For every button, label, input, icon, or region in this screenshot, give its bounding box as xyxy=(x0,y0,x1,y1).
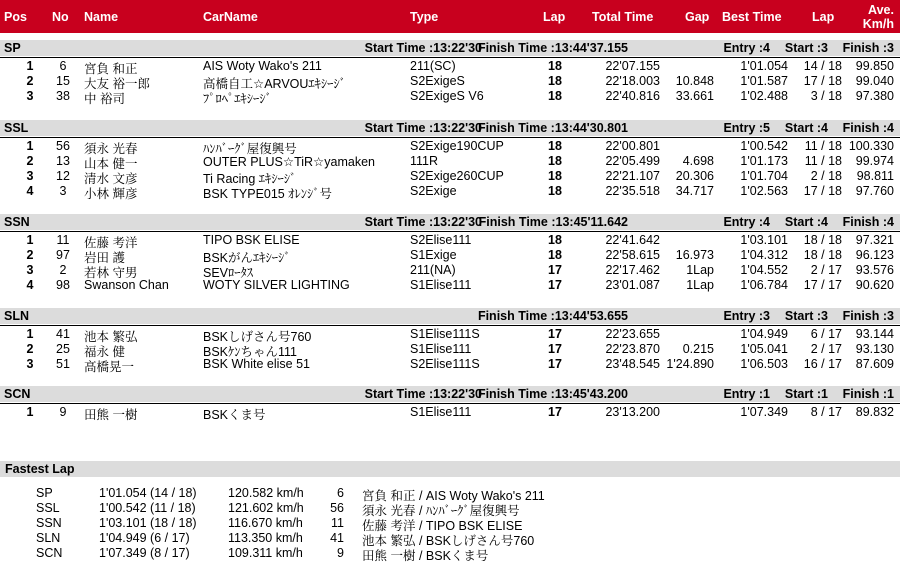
row-best-time: 1'01.704 xyxy=(740,169,788,183)
row-best-time: 1'02.488 xyxy=(740,89,788,103)
row-driver-name: 宮負 和正 xyxy=(84,62,138,76)
row-car-name: AIS Woty Wako's 211 xyxy=(203,59,322,73)
table-row xyxy=(0,233,900,248)
row-no: 2 xyxy=(59,263,67,277)
fastest-lap-car-no: 41 xyxy=(330,531,344,545)
row-ave-speed: 93.576 xyxy=(855,263,894,277)
row-best-lap: 18 / 18 xyxy=(803,248,842,262)
row-no: 51 xyxy=(56,357,70,371)
row-lap: 18 xyxy=(548,139,562,153)
row-gap: 34.717 xyxy=(675,184,714,198)
row-ave-speed: 97.760 xyxy=(855,184,894,198)
class-start-time: Start Time :13:22'30 xyxy=(364,41,482,55)
row-best-lap: 18 / 18 xyxy=(803,233,842,247)
row-lap: 18 xyxy=(548,233,562,247)
row-lap: 18 xyxy=(548,169,562,183)
row-best-lap: 17 / 18 xyxy=(803,74,842,88)
col-type-header: Type xyxy=(410,10,439,24)
row-driver-name: 佐藤 考洋 xyxy=(84,236,138,250)
table-row xyxy=(0,89,900,104)
row-gap: 20.306 xyxy=(675,169,714,183)
row-lap: 17 xyxy=(548,342,562,356)
class-divider xyxy=(0,57,900,58)
col-ave-line1: Ave. xyxy=(868,3,894,17)
col-ave-header xyxy=(863,3,894,31)
row-best-lap: 11 / 18 xyxy=(804,139,842,153)
row-no: 11 xyxy=(56,233,70,247)
row-type: S2ExigeS xyxy=(410,74,465,88)
fastest-lap-speed: 121.602 km/h xyxy=(228,501,304,515)
row-best-lap: 6 / 17 xyxy=(810,327,842,341)
row-ave-speed: 90.620 xyxy=(855,278,894,292)
class-header-sln xyxy=(0,308,900,324)
table-row xyxy=(0,405,900,420)
row-type: S1Elise111S xyxy=(410,327,480,341)
fastest-lap-speed: 109.311 km/h xyxy=(228,546,303,560)
fastest-lap-class: SCN xyxy=(36,546,63,560)
row-car-name: ﾊﾝﾊﾞｰｸﾞ屋復興号 xyxy=(203,142,297,156)
row-no: 97 xyxy=(56,248,70,262)
row-total-time: 22'23.870 xyxy=(605,342,660,356)
row-car-name: BSKくま号 xyxy=(203,408,266,422)
class-divider xyxy=(0,325,900,326)
row-driver-name: Swanson Chan xyxy=(84,278,169,292)
fastest-lap-row xyxy=(0,486,900,501)
row-best-time: 1'04.552 xyxy=(740,263,788,277)
class-finish-count: Finish :4 xyxy=(842,215,894,229)
fastest-lap-driver: 須永 光春 / ﾊﾝﾊﾞｰｸﾞ屋復興号 xyxy=(362,504,520,518)
row-total-time: 23'01.087 xyxy=(605,278,660,292)
row-car-name: WOTY SILVER LIGHTING xyxy=(203,278,350,292)
row-gap: 1Lap xyxy=(686,263,714,277)
row-gap: 1Lap xyxy=(686,278,714,292)
table-row xyxy=(0,278,900,293)
fastest-lap-row xyxy=(0,516,900,531)
row-gap: 33.661 xyxy=(675,89,714,103)
row-driver-name: 山本 健一 xyxy=(84,157,138,171)
row-no: 38 xyxy=(56,89,70,103)
class-start-count: Start :4 xyxy=(784,121,828,135)
row-type: S1Elise111 xyxy=(410,278,472,292)
table-row xyxy=(0,154,900,169)
row-car-name: ﾌﾟﾛﾍﾟｴｷｼｰｼﾞ xyxy=(203,92,272,106)
row-gap: 16.973 xyxy=(675,248,714,262)
fastest-lap-speed: 113.350 km/h xyxy=(228,531,303,545)
fastest-lap-class: SSN xyxy=(36,516,62,530)
class-entry-count: Entry :5 xyxy=(723,121,770,135)
row-total-time: 22'41.642 xyxy=(605,233,660,247)
row-best-lap: 3 / 18 xyxy=(810,89,842,103)
row-best-time: 1'01.587 xyxy=(740,74,788,88)
row-gap: 10.848 xyxy=(675,74,714,88)
fastest-lap-driver: 池本 繁弘 / BSKしげさん号760 xyxy=(362,534,535,548)
row-no: 9 xyxy=(59,405,67,419)
row-best-lap: 11 / 18 xyxy=(804,154,842,168)
row-ave-speed: 97.321 xyxy=(855,233,894,247)
row-driver-name: 池本 繁弘 xyxy=(84,330,138,344)
row-total-time: 22'00.801 xyxy=(605,139,660,153)
row-lap: 18 xyxy=(548,59,562,73)
class-start-count: Start :3 xyxy=(784,41,828,55)
row-total-time: 22'07.155 xyxy=(605,59,660,73)
row-total-time: 22'18.003 xyxy=(605,74,660,88)
row-pos: 3 xyxy=(26,169,34,183)
col-gap-header: Gap xyxy=(685,10,710,24)
fastest-lap-time: 1'03.101 (18 / 18) xyxy=(99,516,197,530)
fastest-lap-time: 1'01.054 (14 / 18) xyxy=(99,486,197,500)
row-pos: 2 xyxy=(26,154,34,168)
col-lap-header: Lap xyxy=(543,10,566,24)
row-pos: 1 xyxy=(26,327,34,341)
class-finish-time: Finish Time :13:45'11.642 xyxy=(478,215,628,229)
class-name: SCN xyxy=(4,387,31,401)
row-lap: 17 xyxy=(548,357,562,371)
fastest-lap-title: Fastest Lap xyxy=(5,462,75,476)
row-type: 211(NA) xyxy=(410,263,456,277)
row-ave-speed: 99.850 xyxy=(855,59,894,73)
row-driver-name: 小林 輝彦 xyxy=(84,187,138,201)
row-total-time: 23'48.545 xyxy=(605,357,660,371)
class-start-count: Start :3 xyxy=(784,309,828,323)
row-best-lap: 8 / 17 xyxy=(810,405,842,419)
row-type: S2Exige190CUP xyxy=(410,139,504,153)
class-entry-count: Entry :4 xyxy=(723,215,770,229)
row-no: 25 xyxy=(56,342,70,356)
class-name: SP xyxy=(4,41,21,55)
class-entry-count: Entry :1 xyxy=(723,387,770,401)
class-header-sp xyxy=(0,40,900,56)
class-divider xyxy=(0,403,900,404)
class-entry-count: Entry :3 xyxy=(723,309,770,323)
fastest-lap-time: 1'07.349 (8 / 17) xyxy=(99,546,190,560)
row-pos: 3 xyxy=(26,89,34,103)
col-total-time-header: Total Time xyxy=(592,10,654,24)
fastest-lap-class: SP xyxy=(36,486,53,500)
row-car-name: BSK White elise 51 xyxy=(203,357,310,371)
class-start-time: Start Time :13:22'30 xyxy=(364,215,482,229)
row-lap: 18 xyxy=(548,248,562,262)
row-best-lap: 2 / 17 xyxy=(810,263,842,277)
col-carname-header: CarName xyxy=(203,10,258,24)
row-ave-speed: 98.811 xyxy=(856,169,894,183)
fastest-lap-row xyxy=(0,501,900,516)
row-best-time: 1'07.349 xyxy=(740,405,788,419)
class-start-time: Start Time :13:22'30 xyxy=(364,121,482,135)
row-total-time: 23'13.200 xyxy=(605,405,660,419)
row-gap: 4.698 xyxy=(682,154,714,168)
table-row xyxy=(0,357,900,372)
row-best-time: 1'03.101 xyxy=(740,233,788,247)
class-entry-count: Entry :4 xyxy=(723,41,770,55)
row-best-lap: 17 / 18 xyxy=(803,184,842,198)
row-type: S2Exige260CUP xyxy=(410,169,504,183)
row-pos: 2 xyxy=(26,74,34,88)
class-finish-time: Finish Time :13:44'37.155 xyxy=(477,41,628,55)
class-finish-time: Finish Time :13:44'30.801 xyxy=(477,121,628,135)
col-best-lap-header: Lap xyxy=(812,10,835,24)
row-lap: 18 xyxy=(548,184,562,198)
table-row xyxy=(0,59,900,74)
row-car-name: BSKｹﾝちゃん111 xyxy=(203,345,298,359)
table-row xyxy=(0,74,900,89)
fastest-lap-car-no: 11 xyxy=(331,516,344,530)
row-best-time: 1'04.949 xyxy=(740,327,788,341)
class-start-time: Start Time :13:22'30 xyxy=(364,387,482,401)
row-car-name: 高橋自工☆ARVOUｴｷｼｰｼﾞ xyxy=(203,77,346,91)
row-best-time: 1'01.054 xyxy=(740,59,788,73)
row-type: 111R xyxy=(410,154,439,168)
row-lap: 18 xyxy=(548,154,562,168)
row-car-name: OUTER PLUS☆TiR☆yamaken xyxy=(203,155,375,169)
fastest-lap-title-bar xyxy=(0,461,900,477)
fastest-lap-time: 1'00.542 (11 / 18) xyxy=(99,501,196,515)
row-driver-name: 大友 裕一郎 xyxy=(84,77,150,91)
fastest-lap-class: SSL xyxy=(36,501,60,515)
fastest-lap-car-no: 6 xyxy=(337,486,344,500)
row-driver-name: 高橋晃一 xyxy=(84,360,135,374)
row-driver-name: 中 裕司 xyxy=(84,92,125,106)
row-driver-name: 岩田 護 xyxy=(84,251,125,265)
row-pos: 4 xyxy=(26,278,34,292)
row-pos: 1 xyxy=(26,405,34,419)
row-type: S1Exige xyxy=(410,248,457,262)
row-driver-name: 田熊 一樹 xyxy=(84,408,138,422)
row-no: 15 xyxy=(56,74,70,88)
row-pos: 2 xyxy=(26,248,34,262)
row-ave-speed: 87.609 xyxy=(855,357,894,371)
class-finish-time: Finish Time :13:45'43.200 xyxy=(477,387,628,401)
row-ave-speed: 93.144 xyxy=(855,327,894,341)
row-pos: 3 xyxy=(26,357,34,371)
class-name: SSN xyxy=(4,215,30,229)
row-best-time: 1'02.563 xyxy=(740,184,788,198)
row-type: S1Elise111 xyxy=(410,405,472,419)
row-car-name: SEVﾛｰﾀｽ xyxy=(203,266,254,280)
fastest-lap-time: 1'04.949 (6 / 17) xyxy=(99,531,190,545)
row-total-time: 22'21.107 xyxy=(605,169,660,183)
class-name: SSL xyxy=(4,121,29,135)
table-row xyxy=(0,342,900,357)
class-start-count: Start :4 xyxy=(784,215,828,229)
col-no-header: No xyxy=(52,10,69,24)
fastest-lap-speed: 120.582 km/h xyxy=(228,486,304,500)
fastest-lap-driver: 佐藤 考洋 / TIPO BSK ELISE xyxy=(362,519,523,533)
row-pos: 1 xyxy=(26,59,34,73)
class-header-scn xyxy=(0,386,900,402)
row-driver-name: 須永 光春 xyxy=(84,142,138,156)
table-row xyxy=(0,184,900,199)
row-driver-name: 若林 守男 xyxy=(84,266,138,280)
class-divider xyxy=(0,231,900,232)
row-type: S1Elise111 xyxy=(410,342,472,356)
row-car-name: Ti Racing ｴｷｼｰｼﾞ xyxy=(203,172,297,186)
table-row xyxy=(0,248,900,263)
col-best-time-header: Best Time xyxy=(722,10,782,24)
col-pos-header: Pos xyxy=(4,10,27,24)
class-name: SLN xyxy=(4,309,29,323)
col-ave-line2: Km/h xyxy=(862,17,894,31)
class-finish-count: Finish :3 xyxy=(842,309,894,323)
row-total-time: 22'23.655 xyxy=(605,327,660,341)
class-start-count: Start :1 xyxy=(784,387,828,401)
row-total-time: 22'58.615 xyxy=(605,248,660,262)
row-no: 41 xyxy=(56,327,70,341)
row-pos: 1 xyxy=(26,139,34,153)
row-car-name: BSKしげさん号760 xyxy=(203,330,312,344)
row-total-time: 22'40.816 xyxy=(605,89,660,103)
row-pos: 4 xyxy=(26,184,34,198)
row-car-name: TIPO BSK ELISE xyxy=(203,233,300,247)
row-pos: 2 xyxy=(26,342,34,356)
row-car-name: BSK TYPE015 ｵﾚﾝｼﾞ号 xyxy=(203,187,332,201)
row-lap: 17 xyxy=(548,278,562,292)
row-no: 98 xyxy=(56,278,70,292)
row-no: 12 xyxy=(56,169,70,183)
fastest-lap-speed: 116.670 km/h xyxy=(228,516,303,530)
row-best-lap: 17 / 17 xyxy=(803,278,842,292)
row-ave-speed: 96.123 xyxy=(855,248,894,262)
row-gap: 1'24.890 xyxy=(666,357,714,371)
row-no: 3 xyxy=(59,184,67,198)
results-header-row xyxy=(0,0,900,33)
row-driver-name: 清水 文彦 xyxy=(84,172,138,186)
row-best-lap: 2 / 18 xyxy=(810,169,842,183)
table-row xyxy=(0,169,900,184)
class-finish-count: Finish :1 xyxy=(842,387,894,401)
row-ave-speed: 100.330 xyxy=(848,139,894,153)
row-best-time: 1'06.784 xyxy=(740,278,788,292)
fastest-lap-car-no: 9 xyxy=(337,546,344,560)
row-lap: 18 xyxy=(548,74,562,88)
fastest-lap-driver: 宮負 和正 / AIS Woty Wako's 211 xyxy=(362,489,545,503)
row-type: S2Elise111 xyxy=(410,233,472,247)
row-ave-speed: 99.040 xyxy=(855,74,894,88)
table-row xyxy=(0,263,900,278)
row-best-time: 1'01.173 xyxy=(740,154,788,168)
table-row xyxy=(0,139,900,154)
row-no: 13 xyxy=(56,154,70,168)
fastest-lap-row xyxy=(0,531,900,546)
fastest-lap-class: SLN xyxy=(36,531,61,545)
row-type: S2Exige xyxy=(410,184,457,198)
table-row xyxy=(0,327,900,342)
row-best-time: 1'04.312 xyxy=(740,248,788,262)
row-pos: 1 xyxy=(26,233,34,247)
row-ave-speed: 97.380 xyxy=(855,89,894,103)
row-total-time: 22'35.518 xyxy=(605,184,660,198)
class-header-ssn xyxy=(0,214,900,230)
row-no: 6 xyxy=(59,59,67,73)
col-name-header: Name xyxy=(84,10,119,24)
row-lap: 17 xyxy=(548,327,562,341)
row-total-time: 22'05.499 xyxy=(605,154,660,168)
row-total-time: 22'17.462 xyxy=(605,263,660,277)
row-best-lap: 16 / 17 xyxy=(803,357,842,371)
row-lap: 17 xyxy=(548,263,562,277)
row-best-lap: 14 / 18 xyxy=(803,59,842,73)
row-ave-speed: 93.130 xyxy=(855,342,894,356)
row-lap: 18 xyxy=(548,89,562,103)
fastest-lap-row xyxy=(0,546,900,561)
row-type: S2Elise111S xyxy=(410,357,480,371)
row-type: S2ExigeS V6 xyxy=(410,89,484,103)
row-car-name: BSKがんｴｷｼｰｼﾞ xyxy=(203,251,291,265)
class-header-ssl xyxy=(0,120,900,136)
class-divider xyxy=(0,137,900,138)
row-type: 211(SC) xyxy=(410,59,456,73)
row-ave-speed: 89.832 xyxy=(855,405,894,419)
row-best-time: 1'05.041 xyxy=(740,342,788,356)
class-finish-count: Finish :4 xyxy=(842,121,894,135)
class-finish-count: Finish :3 xyxy=(842,41,894,55)
class-finish-time: Finish Time :13:44'53.655 xyxy=(477,309,628,323)
row-best-lap: 2 / 17 xyxy=(810,342,842,356)
row-no: 56 xyxy=(56,139,70,153)
row-ave-speed: 99.974 xyxy=(855,154,894,168)
row-gap: 0.215 xyxy=(682,342,714,356)
row-best-time: 1'00.542 xyxy=(740,139,788,153)
row-best-time: 1'06.503 xyxy=(740,357,788,371)
row-lap: 17 xyxy=(548,405,562,419)
row-driver-name: 福永 健 xyxy=(84,345,125,359)
fastest-lap-driver: 田熊 一樹 / BSKくま号 xyxy=(362,549,489,563)
fastest-lap-car-no: 56 xyxy=(330,501,344,515)
row-pos: 3 xyxy=(26,263,34,277)
